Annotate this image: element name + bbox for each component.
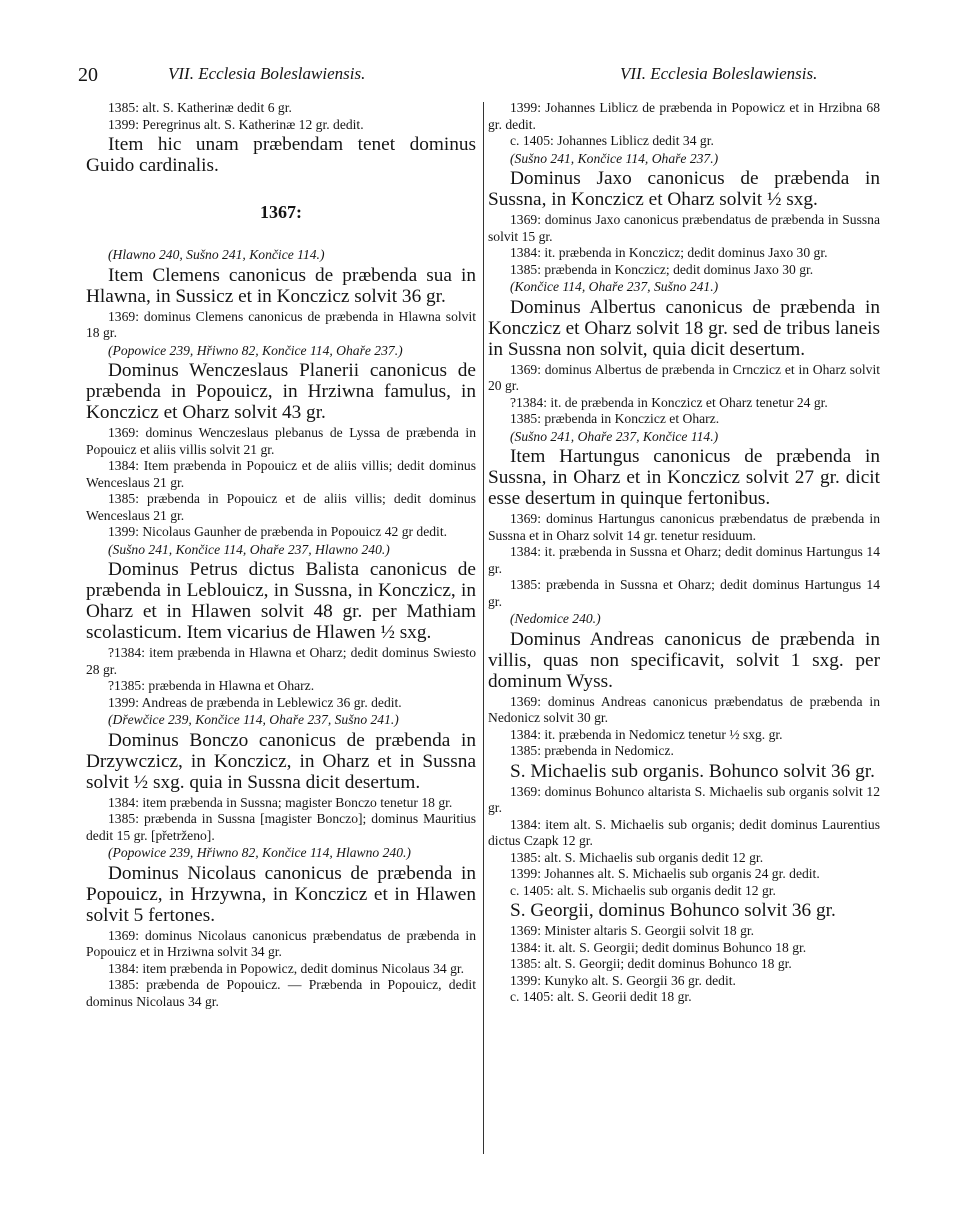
right-column [488,100,880,1006]
main-entry: Dominus Albertus canonicus de præbenda in Konczicz et Oharz solvit 18 gr. sed de tribus laneis in Sussna non solvit, quia dicit desertum. [488,296,880,360]
record-entry: 1399: Kunyko alt. S. Georgii 36 gr. dedit. [510,972,736,988]
record-entry: 1384: it. præbenda in Sussna et Oharz; dedit dominus Hartungus 14 gr. [488,544,880,576]
record-entry: 1384: item alt. S. Michaelis sub organis; dedit dominus Laurentius dictus Czapk 12 gr. [488,816,880,848]
record-entry: 1399: Johannes Liblicz de præbenda in Popowicz et in Hrzibna 68 gr. dedit. [488,100,880,132]
record-entry: ?1384: it. de præbenda in Konczicz et Oharz tenetur 24 gr. [510,394,828,410]
record-entry: 1385: alt. S. Katherinæ dedit 6 gr. [108,100,292,115]
main-entry: Dominus Nicolaus canonicus de præbenda in Popouicz, in Hrzywna, in Konczicz et in Hlawen solvit 5 fertones. [86,862,476,926]
record-entry: 1385: præbenda de Popouicz. — Præbenda in Popouicz, dedit dominus Nicolaus 34 gr. [86,977,476,1009]
record-entry: 1399: Andreas de præbenda in Leblewicz 36 gr. dedit. [108,694,402,710]
place-reference: (Dřewčice 239, Končice 114, Ohaře 237, Sušno 241.) [108,712,399,727]
main-entry: Dominus Wenczeslaus Planerii canonicus de præbenda in Popouicz, in Hrziwna famulus, in Konczicz et Oharz solvit 43 gr. [86,360,476,423]
main-entry: S. Georgii, dominus Bohunco solvit 36 gr. [510,900,836,921]
record-entry: 1385: præbenda in Nedomicz. [510,743,674,758]
record-entry: 1385: præbenda in Sussna et Oharz; dedit dominus Hartungus 14 gr. [488,577,880,609]
main-entry: Item Hartungus canonicus de præbenda in Sussna, in Oharz et in Konczicz solvit 27 gr. dicit esse desertum in quinque fertonibus. [488,446,880,509]
record-entry: 1385: præbenda in Popouicz et de aliis villis; dedit dominus Wenceslaus 21 gr. [86,491,476,523]
main-entry: Dominus Bonczo canonicus de præbenda in Drzywczicz, in Konczicz, in Oharz et in Sussna solvit ½ sxg. quia in Sussna dicit desertum. [86,729,476,793]
record-entry: 1369: dominus Albertus de præbenda in Crnczicz et in Oharz solvit 20 gr. [488,361,880,393]
record-entry: 1385: præbenda in Konczicz et Oharz. [510,411,720,426]
record-entry: 1385: præbenda in Konczicz; dedit dominus Jaxo 30 gr. [510,261,814,277]
record-entry: 1384: it. præbenda in Nedomicz tenetur ½ sxg. gr. [510,726,783,742]
record-entry: 1385: alt. S. Georgii; dedit dominus Bohunco 18 gr. [510,956,792,971]
main-entry: Dominus Jaxo canonicus de præbenda in Sussna, in Konczicz et Oharz solvit ½ sxg. [488,168,880,210]
left-column [86,100,476,1010]
main-entry: Dominus Petrus dictus Balista canonicus de præbenda in Leblouicz, in Sussna, in Konczicz, in Oharz et in Hlawen solvit 48 gr. per Mathiam scolasticum. Item vicarius de Hlawen ½ sxg. [86,559,476,643]
record-entry: ?1384: item præbenda in Hlawna et Oharz; dedit dominus Swiesto 28 gr. [86,645,476,677]
record-entry: 1384: it. alt. S. Georgii; dedit dominus Bohunco 18 gr. [510,939,807,955]
record-entry: 1369: dominus Clemens canonicus de præbenda in Hlawna solvit 18 gr. [86,308,476,340]
record-entry: 1384: item præbenda in Popowicz, dedit dominus Nicolaus 34 gr. [108,960,465,976]
record-entry: 1384: it. præbenda in Konczicz; dedit dominus Jaxo 30 gr. [510,245,828,260]
record-entry: 1385: alt. S. Michaelis sub organis dedit 12 gr. [510,849,764,865]
page-number: 20 [78,64,98,86]
main-entry: Item Clemens canonicus de præbenda sua in Hlawna, in Sussicz et in Konczicz solvit 36 gr. [86,264,476,307]
record-entry: 1399: Peregrinus alt. S. Katherinæ 12 gr. dedit. [108,116,364,132]
place-reference: (Popowice 239, Hřiwno 82, Končice 114, Ohaře 237.) [108,342,403,358]
record-entry: 1399: Johannes alt. S. Michaelis sub organis 24 gr. dedit. [510,866,820,881]
record-entry: 1369: dominus Bohunco altarista S. Michaelis sub organis solvit 12 gr. [488,783,880,815]
record-entry: 1369: dominus Jaxo canonicus præbendatus de præbenda in Sussna solvit 15 gr. [488,212,880,244]
place-reference: (Popowice 239, Hřiwno 82, Končice 114, Hlawno 240.) [108,845,411,860]
record-entry: 1399: Nicolaus Gaunher de præbenda in Popouicz 42 gr dedit. [108,524,448,539]
record-entry: 1385: præbenda in Sussna [magister Bonczo]; dominus Mauritius dedit 15 gr. [přetrženo]. [86,811,476,843]
place-reference: (Hlawno 240, Sušno 241, Končice 114.) [108,247,325,262]
main-entry: S. Michaelis sub organis. Bohunco solvit 36 gr. [510,760,875,782]
record-entry: 1369: dominus Nicolaus canonicus præbendatus de præbenda in Popouicz et in Hrziwna solvit 34 gr. [86,927,476,959]
place-reference: (Sušno 241, Končice 114, Ohaře 237.) [510,150,719,166]
record-entry: ?1385: præbenda in Hlawna et Oharz. [108,678,315,693]
record-entry: 1369: Minister altaris S. Georgii solvit 18 gr. [510,923,755,938]
section-heading: 1367: [260,202,302,222]
record-entry: 1369: dominus Andreas canonicus præbendatus de præbenda in Nedonicz solvit 30 gr. [488,693,880,725]
place-reference: (Končice 114, Ohaře 237, Sušno 241.) [510,279,719,294]
record-entry: 1369: dominus Hartungus canonicus præbendatus de præbenda in Sussna et in Oharz solvit 14 gr. tenetur residuum. [488,511,880,543]
place-reference: (Sušno 241, Ohaře 237, Končice 114.) [510,428,719,444]
record-entry: 1384: item præbenda in Sussna; magister Bonczo tenetur 18 gr. [108,794,453,810]
record-entry: 1369: dominus Wenczeslaus plebanus de Lyssa de præbenda in Popouicz et aliis villis solvit 21 gr. [86,425,476,457]
running-head-left: VII. Ecclesia Boleslawiensis. [168,64,366,83]
record-entry: c. 1405: alt. S. Georii dedit 18 gr. [510,989,692,1004]
record-entry: c. 1405: Johannes Liblicz dedit 34 gr. [510,133,714,148]
record-entry: 1384: Item præbenda in Popouicz et de aliis villis; dedit dominus Wenceslaus 21 gr. [86,458,476,490]
running-head-right: VII. Ecclesia Boleslawiensis. [620,64,818,83]
main-entry: Item hic unam præbendam tenet dominus Guido cardinalis. [86,134,476,176]
place-reference: (Sušno 241, Končice 114, Ohaře 237, Hlawno 240.) [108,541,390,557]
main-entry: Dominus Andreas canonicus de præbenda in villis, quas non specificavit, solvit 1 sxg. per dominum Wyss. [488,628,880,692]
record-entry: c. 1405: alt. S. Michaelis sub organis dedit 12 gr. [510,882,776,898]
place-reference: (Nedomice 240.) [510,611,601,626]
column-divider [483,102,484,1154]
